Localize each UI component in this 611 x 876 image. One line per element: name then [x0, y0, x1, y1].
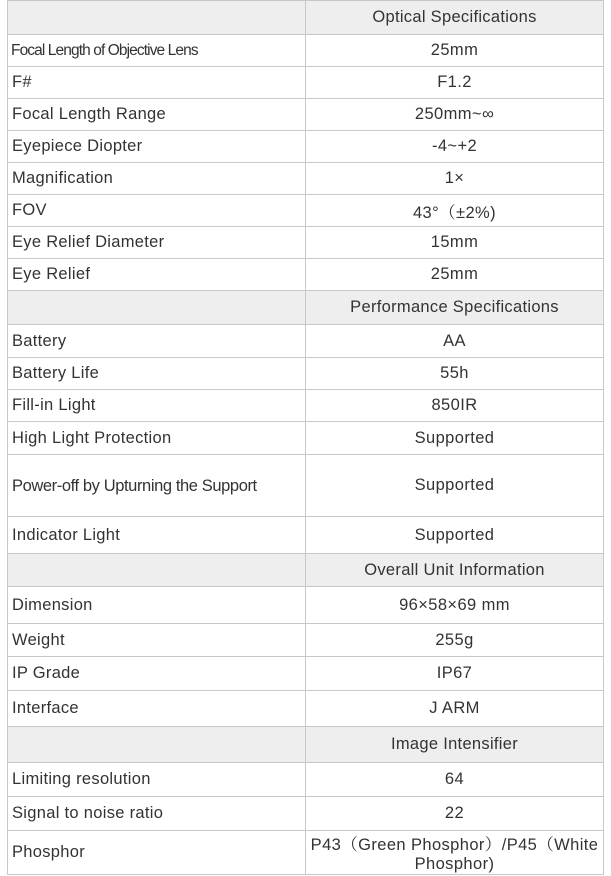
spec-label: Eyepiece Diopter [8, 131, 306, 163]
spec-value: 15mm [306, 227, 604, 259]
section-header-optical [8, 1, 604, 35]
spec-value: -4~+2 [306, 131, 604, 163]
spec-value: 1× [306, 163, 604, 195]
table-row [8, 390, 604, 422]
table-row [8, 691, 604, 727]
section-title: Overall Unit Information [306, 554, 604, 587]
spec-value: 250mm~∞ [306, 99, 604, 131]
spec-label: Magnification [8, 163, 306, 195]
section-header-performance [8, 291, 604, 325]
table-row [8, 455, 604, 517]
spec-label: Power-off by Upturning the Support [8, 455, 306, 517]
section-title: Image Intensifier [306, 727, 604, 763]
table-row [8, 195, 604, 227]
spec-label: Phosphor [8, 831, 306, 875]
table-row [8, 587, 604, 624]
table-row [8, 325, 604, 358]
spec-label: Battery [8, 325, 306, 358]
spec-value: 64 [306, 763, 604, 797]
section-header-image-intensifier [8, 727, 604, 763]
table-row [8, 422, 604, 455]
table-row [8, 259, 604, 291]
section-title: Performance Specifications [306, 291, 604, 325]
section-header-blank [8, 291, 306, 325]
table-row [8, 35, 604, 67]
spec-label: Weight [8, 624, 306, 657]
section-header-blank [8, 1, 306, 35]
spec-label: F# [8, 67, 306, 99]
spec-label: High Light Protection [8, 422, 306, 455]
spec-value: AA [306, 325, 604, 358]
spec-label: Focal Length of Objective Lens [8, 35, 306, 67]
table-row [8, 227, 604, 259]
spec-label: Signal to noise ratio [8, 797, 306, 831]
table-row [8, 358, 604, 390]
spec-value: 96×58×69 mm [306, 587, 604, 624]
spec-label: Dimension [8, 587, 306, 624]
table-row [8, 67, 604, 99]
spec-value: P43（Green Phosphor）/P45（White Phosphor) [306, 831, 604, 875]
spec-label: Fill-in Light [8, 390, 306, 422]
spec-label: FOV [8, 195, 306, 227]
spec-value: J ARM [306, 691, 604, 727]
table-row [8, 763, 604, 797]
spec-label: Limiting resolution [8, 763, 306, 797]
spec-table [7, 0, 604, 875]
table-row [8, 99, 604, 131]
table-row [8, 163, 604, 195]
spec-label: Indicator Light [8, 517, 306, 554]
table-row [8, 831, 604, 875]
spec-value: 25mm [306, 259, 604, 291]
spec-value: F1.2 [306, 67, 604, 99]
section-header-overall [8, 554, 604, 587]
spec-label: IP Grade [8, 657, 306, 691]
spec-value: Supported [306, 422, 604, 455]
spec-value: 55h [306, 358, 604, 390]
spec-label: Battery Life [8, 358, 306, 390]
section-header-blank [8, 554, 306, 587]
table-row [8, 657, 604, 691]
table-row [8, 131, 604, 163]
spec-value: 22 [306, 797, 604, 831]
table-row [8, 624, 604, 657]
spec-label: Interface [8, 691, 306, 727]
spec-value: IP67 [306, 657, 604, 691]
spec-value: 43°（±2%) [306, 195, 604, 227]
spec-value: 255g [306, 624, 604, 657]
spec-label: Eye Relief [8, 259, 306, 291]
spec-label: Focal Length Range [8, 99, 306, 131]
spec-value: Supported [306, 455, 604, 517]
table-row [8, 797, 604, 831]
section-title: Optical Specifications [306, 1, 604, 35]
spec-label: Eye Relief Diameter [8, 227, 306, 259]
spec-value: Supported [306, 517, 604, 554]
spec-value: 850IR [306, 390, 604, 422]
spec-value: 25mm [306, 35, 604, 67]
section-header-blank [8, 727, 306, 763]
table-row [8, 517, 604, 554]
